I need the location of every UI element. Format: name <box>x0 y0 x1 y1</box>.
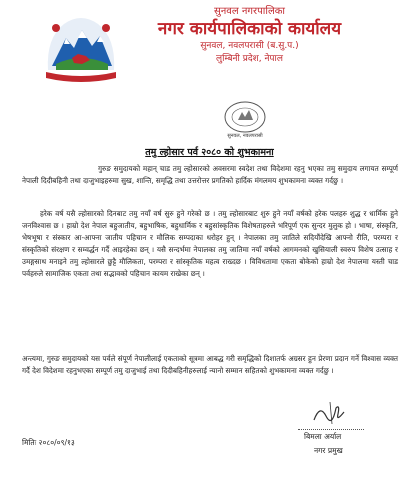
signatory-name: बिमला अर्याल <box>304 432 342 441</box>
paragraph-1: गुरुङ समुदायको महान् चाड तमु ल्होसारको अवसरमा स्वदेश तथा विदेशमा रहनु भएका तमु समुदाय लगायत सम्पूर्ण नेपाली दिदीबहिनी तथा दाजुभाइहरुमा सुख, शान्ति, समृद्धि तथा उत्तरोत्तर प्रगतिको हार्दिक मंगलमय शुभकामना व्यक्त गर्दछु । <box>22 164 398 185</box>
signatory-title: नगर प्रमुख <box>314 446 343 455</box>
document-date: मितिः २०८०/०९/१३ <box>22 438 75 447</box>
stamp-text: सुनवल, नवलपरासी <box>227 133 263 139</box>
signature-line <box>298 429 364 430</box>
office-stamp <box>222 100 268 142</box>
office-address: सुनवल, नवलपरासी (ब.सु.प.) <box>200 41 299 51</box>
title-text: तमु ल्होसार पर्व २०८० को शुभकामना <box>145 147 274 158</box>
office-name: नगर कार्यपालिकाको कार्यालय <box>157 19 342 39</box>
letterhead-text <box>80 6 419 65</box>
paragraph-2: हरेक वर्ष यसै ल्होसारको दिनबाट तमु नयाँ वर्ष सुरु हुने गरेको छ । तमु ल्होसारबाट शुरु हुने नयाँ वर्षको हरेक पलहरु शुद्ध र धार्मिक हुने जनविश्वास छ । हाम्रो देश नेपाल बहुजातीय, बहुभाषिक, बहुधार्मिक र बहुसांस्कृतिक विशेषताहरुले भरिपूर्ण एक सुन्दर मुलुक हो । भाषा, संस्कृति, भेषभूषा र संस्कार आ-आफ्ना जातीय पहिचान र मौलिक सम्पदाका धरोहर हुन् । नेपालका तमु जातिले सदियौंदेखि आफ्नो रीति, परम्परा र संस्कृतिको संरक्षण र सम्वर्द्धन गर्दै आइरहेका छन् । यसै सन्दर्भमा नेपालका तमु जातिमा नयाँ वर्षको आगमनको खुसियाली स्वरुप विशेष उत्साह र उमङ्गसाथ मनाइने तमु ल्होसारले छुट्टै मौलिकता, परम्परा र सांस्कृतिक महत्व राख्दछ । विविधतामा एकता बोकेको हाम्रो देश नेपालमा यस्ती चाड पर्वहरुले सामाजिक एकता तथा सद्भावको पहिचान कायम राखेका छन् । <box>22 209 398 278</box>
signature-mark <box>310 398 350 428</box>
letterhead <box>0 0 419 100</box>
province-name: लुम्बिनी प्रदेश, नेपाल <box>216 54 283 64</box>
paragraph-3: अन्त्यमा, गुरुङ समुदायको यस पर्वले संपूर्ण नेपालीलाई एकताको सूत्रमा आबद्ध गरी समृद्धिको दिशातर्फ अग्रसर हुन प्रेरणा प्रदान गर्ने विश्वास व्यक्त गर्दै देश विदेशमा रहनुभएका सम्पूर्ण तमु दाजुभाई तथा दिदीबहिनीहरुलाई न्यानो सम्मान सहितको शुभकामना व्यक्त गर्दछु । <box>22 354 398 375</box>
stamp-seal-icon <box>222 100 268 134</box>
municipality-name: सुनवल नगरपालिका <box>213 6 285 17</box>
document-title <box>0 145 419 158</box>
